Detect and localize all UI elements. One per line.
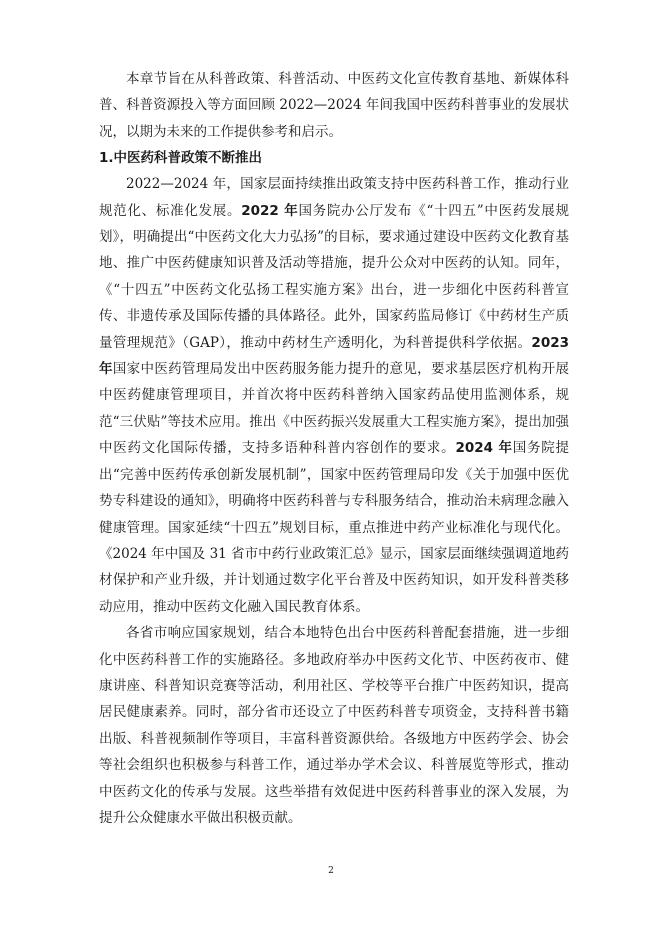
policy-sentence-1: 2022—2024 年，国家层面持续推出政策支持中医药科普工作，推动行业规范化、标准化发展。 — [99, 176, 569, 219]
policy-sentence-3: 国家中医药管理局发出中医药服务能力提升的意见，要求基层医疗机构开展中医药健康管理项目，并首次将中医药科普纳入国家药品使用监测体系，规范“三伏贴”等技术应用。推出《中医药振兴发展重大工程实施方案》，提出加强中医药文化国际传播，支持多语种科普内容创作的要求。 — [99, 361, 570, 457]
policy-sentence-4: 国务院提出“完善中医药传承创新发展机制”，国家中医药管理局印发《关于加强中医优势专科建设的通知》，明确将中医药科普与专科服务结合，推动治未病理念融入健康管理。国家延续“十四五”规划目标，重点推进中药产业标准化与现代化。《2024 年中国及 31 省市中药行业政策汇总》显示，国家层面继续强调道地药材保护和产业升级，并计划通过数字化平台普及中医药知识，如开发科普类移动应用，推动中医药文化融入国民教育体系。 — [99, 440, 570, 615]
year-2022-label: 2022 年 — [241, 202, 299, 219]
year-2024-label: 2024 年 — [455, 440, 513, 457]
year-2023-label: 2023 年 — [99, 334, 569, 378]
provincial-paragraph: 各省市响应国家规划，结合本地特色出台中医药科普配套措施，进一步细化中医药科普工作的实施路径。多地政府举办中医药文化节、中医药夜市、健康讲座、科普知识竞赛等活动，利用社区、学校等平台推广中医药知识，提高居民健康素养。同时，部分省市还设立了中医药科普专项资金，支持科普书籍出版、科普视频制作等项目，丰富科普资源供给。各级地方中医药学会、协会等社会组织也积极参与科普工作，通过举办学术会议、科普展览等形式，推动中医药文化的传承与发展。这些举措有效促进中医药科普事业的深入发展，为提升公众健康水平做出积极贡献。 — [99, 625, 569, 826]
intro-paragraph: 本章节旨在从科普政策、科普活动、中医药文化宣传教育基地、新媒体科普、科普资源投入等方面回顾 2022—2024 年间我国中医药科普事业的发展状况，以期为未来的工作提供参考和启示。 — [99, 71, 569, 140]
policy-paragraph — [99, 171, 569, 620]
section-heading: 1.中医药科普政策不断推出 — [99, 150, 263, 167]
policy-sentence-2: 国务院办公厅发布《“十四五”中医药发展规划》，明确提出“中医药文化大力弘扬”的目标，要求通过建设中医药文化教育基地、推广中医药健康知识普及活动等措施，提升公众对中医药的认知。同年，《“十四五”中医药文化弘扬工程实施方案》出台，进一步细化中医药科普宣传、非遗传承及国际传播的具体路径。此外，国家药监局修订《中药材生产质量管理规范》（GAP），推动中药材生产透明化，为科普提供科学依据。 — [99, 202, 569, 351]
page-number: 2 — [328, 866, 334, 876]
page-body — [99, 66, 569, 831]
